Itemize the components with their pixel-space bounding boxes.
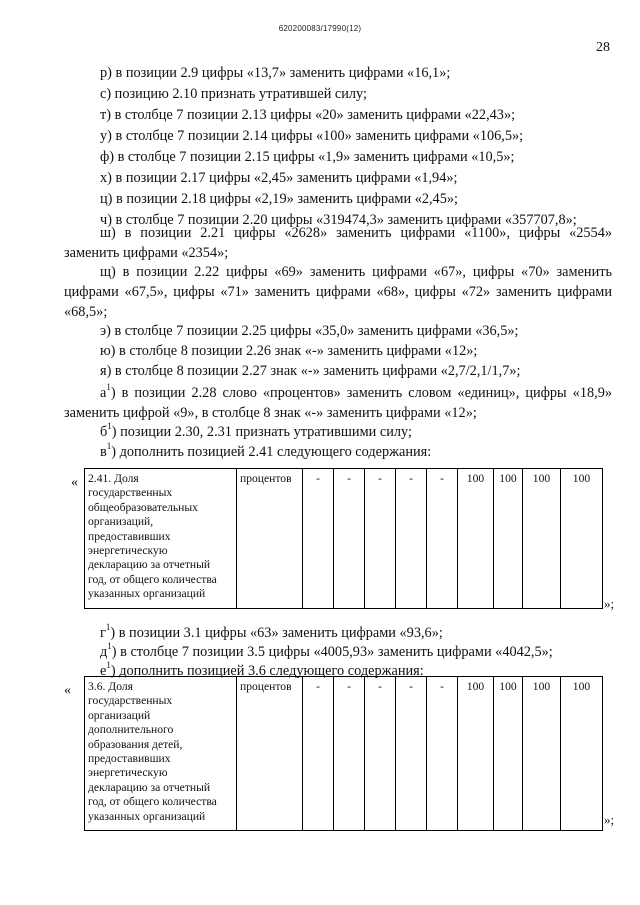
page-number: 28 bbox=[596, 40, 610, 55]
list-item: ч) в столбце 7 позиции 2.20 цифры «319474,3» заменить цифрами «357707,8»; bbox=[100, 212, 577, 228]
list-item: я) в столбце 8 позиции 2.27 знак «-» заменить цифрами «2,7/2,1/1,7»; bbox=[100, 363, 521, 379]
value-cell: - bbox=[334, 677, 365, 831]
list-item: $г^1$) в позиции 3.1 цифры «63» заменить цифрами «93,6»; bbox=[100, 622, 443, 641]
value-cell: 100 bbox=[494, 469, 523, 609]
value-cell: 100 bbox=[458, 469, 494, 609]
value-cell: 100 bbox=[561, 677, 603, 831]
value-cell: - bbox=[396, 677, 427, 831]
value-cell: - bbox=[334, 469, 365, 609]
list-item: э) в столбце 7 позиции 2.25 цифры «35,0» заменить цифрами «36,5»; bbox=[100, 323, 519, 339]
table-close-quote: »; bbox=[604, 596, 615, 611]
position-name: 2.41. Доля государственных общеобразовательных организаций, предоставивших энергетическую декларацию за отчетный год, от общего количества указанных организаций bbox=[85, 469, 237, 609]
list-item: ф) в столбце 7 позиции 2.15 цифры «1,9» заменить цифрами «10,5»; bbox=[100, 149, 515, 165]
position-table-3-6 bbox=[84, 676, 603, 831]
list-item: $в^1$) дополнить позицией 2.41 следующего содержания: bbox=[100, 441, 432, 460]
value-cell: 100 bbox=[458, 677, 494, 831]
list-item: $б^1$) позиции 2.30, 2.31 признать утратившими силу; bbox=[100, 421, 412, 440]
position-table-2-41 bbox=[84, 468, 603, 609]
position-unit: процентов bbox=[237, 469, 303, 609]
list-item: т) в столбце 7 позиции 2.13 цифры «20» заменить цифрами «22,43»; bbox=[100, 107, 516, 123]
position-name: 3.6. Доля государственных организаций дополнительного образования детей, предоставивших энергетическую декларацию за отчетный год, от общего количества указанных организаций bbox=[85, 677, 237, 831]
table-open-quote: « bbox=[64, 683, 71, 698]
position-unit: процентов bbox=[237, 677, 303, 831]
value-cell: - bbox=[396, 469, 427, 609]
list-item: р) в позиции 2.9 цифры «13,7» заменить цифрами «16,1»; bbox=[100, 65, 451, 81]
value-cell: - bbox=[427, 677, 458, 831]
list-item: с) позицию 2.10 признать утратившей силу; bbox=[100, 86, 367, 102]
list-item: х) в позиции 2.17 цифры «2,45» заменить цифрами «1,94»; bbox=[100, 170, 458, 186]
value-cell: 100 bbox=[523, 469, 561, 609]
document-code: 620200083/17990(12) bbox=[278, 24, 362, 33]
value-cell: - bbox=[365, 469, 396, 609]
table-row bbox=[85, 677, 603, 831]
table-open-quote: « bbox=[71, 475, 78, 490]
value-cell: - bbox=[427, 469, 458, 609]
list-item: $д^1$) в столбце 7 позиции 3.5 цифры «4005,93» заменить цифрами «4042,5»; bbox=[100, 641, 553, 660]
list-item: ц) в позиции 2.18 цифры «2,19» заменить цифрами «2,45»; bbox=[100, 191, 458, 207]
list-item: ю) в столбце 8 позиции 2.26 знак «-» заменить цифрами «12»; bbox=[100, 343, 478, 359]
list-item: у) в столбце 7 позиции 2.14 цифры «100» заменить цифрами «106,5»; bbox=[100, 128, 524, 144]
value-cell: 100 bbox=[494, 677, 523, 831]
value-cell: - bbox=[303, 677, 334, 831]
table-row bbox=[85, 469, 603, 609]
list-item: щ) в позиции 2.22 цифры «69» заменить цифрами «67», цифры «70» заменить цифрами «67,5», цифры «71» заменить цифрами «68», цифры «72» заменить цифрами «68,5»; bbox=[64, 264, 612, 320]
value-cell: 100 bbox=[561, 469, 603, 609]
value-cell: 100 bbox=[523, 677, 561, 831]
list-item: $е^1$) дополнить позицией 3.6 следующего содержания: bbox=[100, 660, 424, 679]
list-item: $а^1$) в позиции 2.28 слово «процентов» заменить словом «единиц», цифры «18,9» заменить цифрой «9», в столбце 8 знак «-» заменить цифрами «12»; bbox=[64, 382, 612, 421]
table-close-quote: »; bbox=[604, 812, 615, 827]
value-cell: - bbox=[303, 469, 334, 609]
list-item: ш) в позиции 2.21 цифры «2628» заменить цифрами «1100», цифры «2554» заменить цифрами «2354»; bbox=[64, 225, 612, 261]
value-cell: - bbox=[365, 677, 396, 831]
